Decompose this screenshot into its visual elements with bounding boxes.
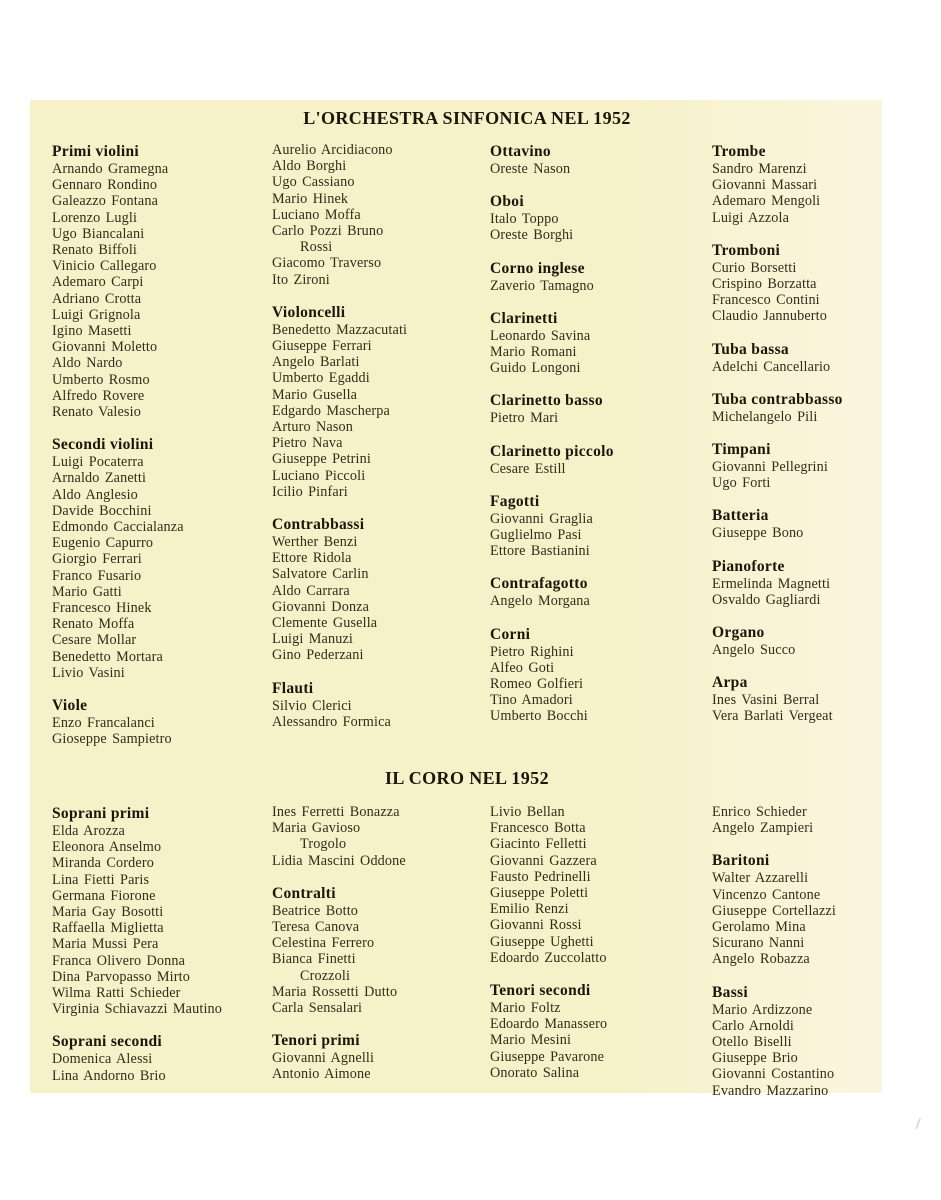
person-name: Edoardo Zuccolatto — [490, 949, 607, 966]
person-name: Salvatore Carlin — [272, 566, 369, 583]
section-heading: Clarinetti — [490, 309, 558, 327]
person-name: Oreste Nason — [490, 161, 571, 177]
person-name: Lidia Mascini Oddone — [272, 852, 406, 869]
person-name: Gennaro Rondino — [52, 177, 158, 194]
section-timpani — [712, 440, 882, 491]
person-name: Cesare Estill — [490, 460, 566, 477]
section-baritoni — [712, 851, 882, 967]
section-contrabbassi — [272, 515, 490, 664]
person-name: Guido Longoni — [490, 360, 581, 377]
person-name: Ettore Ridola — [272, 550, 352, 567]
person-name: Celestina Ferrero — [272, 935, 375, 952]
person-name: Maria Rossetti Dutto — [272, 983, 398, 1000]
person-name: Dina Parvopasso Mirto — [52, 968, 190, 985]
person-name: Adelchi Cancellario — [712, 358, 831, 375]
person-name: Luigi Pocaterra — [52, 454, 144, 471]
section-heading: Ottavino — [490, 143, 551, 160]
person-name: Elda Arozza — [52, 823, 125, 839]
person-name: Fausto Pedrinelli — [490, 868, 591, 885]
person-name: Giovanni Gazzera — [490, 852, 597, 869]
person-name: Lorenzo Lugli — [52, 209, 138, 226]
person-name: Francesco Botta — [490, 820, 586, 837]
person-name: Enrico Schieder — [712, 804, 807, 820]
section-heading: Tromboni — [712, 241, 781, 259]
person-name: Raffaella Miglietta — [52, 920, 164, 937]
coro-column-1 — [52, 804, 272, 1099]
stray-mark — [915, 1118, 924, 1131]
person-name: Germana Fiorone — [52, 887, 156, 904]
person-name: Eleonora Anselmo — [52, 839, 162, 856]
section-heading: Organo — [712, 624, 765, 642]
person-name: Angelo Zampieri — [712, 820, 814, 837]
section-heading: Soprani primi — [52, 805, 150, 822]
person-name: Werther Benzi — [272, 534, 358, 551]
person-name: Aurelio Arcidiacono — [272, 142, 393, 158]
section-tuba-contrabbasso — [712, 390, 882, 425]
person-name: Claudio Jannuberto — [712, 308, 828, 325]
person-name: Franco Fusario — [52, 567, 142, 584]
person-name: Evandro Mazzarino — [712, 1082, 829, 1099]
person-name: Curio Borsetti — [712, 259, 797, 276]
section-heading: Tenori primi — [272, 1032, 360, 1050]
person-name: Aldo Carrara — [272, 582, 350, 599]
coro-title: IL CORO NEL 1952 — [385, 768, 549, 788]
person-name: Francesco Contini — [712, 292, 820, 309]
section-heading: Fagotti — [490, 492, 540, 510]
person-name: Livio Bellan — [490, 804, 565, 820]
person-name: Onorato Salina — [490, 1064, 580, 1081]
person-name: Miranda Cordero — [52, 855, 154, 872]
section-continued — [490, 804, 712, 966]
section-heading: Violoncelli — [272, 303, 346, 321]
person-name: Giacinto Felletti — [490, 836, 587, 853]
person-name: Giovanni Costantino — [712, 1066, 835, 1083]
person-name: Mario Hinek — [272, 190, 349, 207]
section-heading: Batteria — [712, 507, 769, 525]
section-soprani-primi — [52, 804, 272, 1017]
person-name: Carla Sensalari — [272, 1000, 363, 1017]
person-name: Teresa Canova — [272, 919, 360, 936]
person-name: Francesco Hinek — [52, 600, 152, 617]
person-name: Wilma Ratti Schieder — [52, 985, 181, 1002]
person-name: Mario Ardizzone — [712, 1001, 813, 1018]
section-primi-violini — [52, 142, 272, 420]
person-name: Clemente Gusella — [272, 615, 378, 632]
person-name: Alfredo Rovere — [52, 387, 145, 404]
person-name: Alfeo Goti — [490, 659, 555, 676]
orchestra-columns — [52, 142, 882, 748]
person-name: Giuseppe Pavarone — [490, 1048, 605, 1065]
section-heading: Corni — [490, 625, 531, 643]
person-name: Benedetto Mortara — [52, 648, 163, 665]
person-name: Mario Mesini — [490, 1032, 572, 1049]
section-clarinetto-basso — [490, 391, 712, 426]
person-name: Zaverio Tamagno — [490, 277, 594, 294]
coro-columns — [52, 804, 882, 1099]
person-name: Ines Ferretti Bonazza — [272, 804, 400, 820]
person-name: Vera Barlati Vergeat — [712, 708, 833, 725]
person-name: Giovanni Graglia — [490, 510, 593, 527]
person-name: Luigi Grignola — [52, 306, 141, 323]
section-heading: Secondi violini — [52, 436, 154, 454]
section-tenori-primi — [272, 1031, 490, 1082]
person-name: Maria Gay Bosotti — [52, 904, 164, 921]
person-name: Luigi Manuzi — [272, 631, 354, 648]
section-continued — [712, 804, 882, 836]
person-name: Giuseppe Ughetti — [490, 933, 594, 950]
section-tromboni — [712, 241, 882, 325]
person-name: Guglielmo Pasi — [490, 527, 582, 544]
coro-column-3 — [490, 804, 712, 1099]
person-name: Ines Vasini Berral — [712, 692, 820, 709]
coro-column-4 — [712, 804, 882, 1099]
person-name: Ermelinda Magnetti — [712, 575, 831, 592]
section-heading: Trombe — [712, 143, 766, 160]
section-clarinetti — [490, 309, 712, 377]
person-name: Leonardo Savina — [490, 327, 591, 344]
person-name: Ugo Biancalani — [52, 225, 145, 242]
person-name: Silvio Clerici — [272, 697, 352, 714]
person-name: Ademaro Carpi — [52, 274, 144, 291]
person-name: Michelangelo Pili — [712, 408, 818, 425]
person-name: Gioseppe Sampietro — [52, 731, 172, 748]
section-heading: Contrafagotto — [490, 575, 588, 593]
section-tuba-bassa — [712, 340, 882, 375]
person-name: Giovanni Donza — [272, 598, 370, 615]
section-heading: Viole — [52, 697, 88, 715]
person-name: Lina Andorno Brio — [52, 1067, 166, 1084]
person-name: Maria Mussi Pera — [52, 936, 159, 953]
person-name: Walter Azzarelli — [712, 870, 809, 887]
section-continued — [272, 804, 490, 869]
person-name: Ugo Cassiano — [272, 174, 355, 191]
person-name: Gino Pederzani — [272, 647, 364, 664]
person-name: Adriano Crotta — [52, 290, 142, 307]
section-violoncelli — [272, 303, 490, 500]
person-name: Pietro Mari — [490, 410, 559, 427]
person-name: Giuseppe Brio — [712, 1050, 798, 1067]
person-name: Giovanni Pellegrini — [712, 459, 828, 476]
person-name: Umberto Rosmo — [52, 371, 150, 388]
section-tenori-secondi — [490, 981, 712, 1081]
person-name: Pietro Righini — [490, 643, 574, 660]
section-heading: Pianoforte — [712, 557, 785, 575]
person-name: Luciano Moffa — [272, 206, 361, 223]
person-name: Vinicio Callegaro — [52, 258, 157, 275]
person-name: Mario Gatti — [52, 583, 122, 600]
person-name: Angelo Morgana — [490, 593, 590, 610]
scanned-page — [30, 100, 882, 1099]
person-name: Umberto Bocchi — [490, 708, 588, 725]
section-contralti — [272, 884, 490, 1016]
person-name: Carlo Arnoldi — [712, 1017, 794, 1034]
person-name: Angelo Barlati — [272, 354, 360, 371]
section-heading: Flauti — [272, 679, 314, 697]
section-heading: Tuba contrabbasso — [712, 390, 843, 408]
orchestra-column-3 — [490, 142, 712, 748]
coro-column-2 — [272, 804, 490, 1099]
person-name: Franca Olivero Donna — [52, 952, 186, 969]
section-heading: Tenori secondi — [490, 982, 591, 1000]
person-name: Bianca Finetti — [272, 951, 356, 968]
person-name: Luigi Azzola — [712, 209, 790, 226]
section-corni — [490, 625, 712, 725]
person-name: Renato Moffa — [52, 616, 135, 633]
person-name: Aldo Nardo — [52, 355, 123, 372]
person-name: Aldo Anglesio — [52, 486, 138, 503]
person-name: Alessandro Formica — [272, 713, 391, 730]
person-name: Luciano Piccoli — [272, 467, 366, 484]
person-name: Cesare Mollar — [52, 632, 137, 649]
section-fagotti — [490, 492, 712, 560]
section-organo — [712, 623, 882, 658]
person-name: Giacomo Traverso — [272, 255, 382, 272]
person-name: Davide Bocchini — [52, 502, 152, 519]
person-name: Emilio Renzi — [490, 901, 569, 918]
section-heading: Corno inglese — [490, 259, 585, 277]
section-secondi-violini — [52, 435, 272, 681]
person-name: Italo Toppo — [490, 211, 559, 228]
orchestra-column-4 — [712, 142, 882, 748]
person-name: Vincenzo Cantone — [712, 886, 821, 903]
person-name: Ugo Forti — [712, 475, 771, 492]
person-name: Arturo Nason — [272, 419, 354, 436]
section-soprani-secondi — [52, 1032, 272, 1083]
person-name: Aldo Borghi — [272, 158, 347, 175]
section-heading: Clarinetto piccolo — [490, 442, 614, 460]
person-name: Benedetto Mazzacutati — [272, 321, 408, 338]
person-name: Giovanni Massari — [712, 177, 818, 194]
person-name: Giuseppe Bono — [712, 525, 804, 542]
person-name: Giuseppe Ferrari — [272, 338, 372, 355]
person-name: Crispino Borzatta — [712, 276, 817, 293]
section-heading: Oboi — [490, 193, 524, 211]
orchestra-title: L'ORCHESTRA SINFONICA NEL 1952 — [303, 108, 631, 128]
person-name: Mario Gusella — [272, 386, 358, 403]
section-corno-inglese — [490, 259, 712, 294]
section-clarinetto-piccolo — [490, 442, 712, 477]
person-name: Crozzoli — [300, 967, 351, 984]
section-pianoforte — [712, 557, 882, 608]
person-name: Virginia Schiavazzi Mautino — [52, 1001, 223, 1018]
section-heading: Arpa — [712, 674, 748, 692]
person-name: Giuseppe Cortellazzi — [712, 902, 836, 919]
person-name: Renato Valesio — [52, 404, 141, 421]
person-name: Giuseppe Petrini — [272, 451, 371, 468]
person-name: Otello Biselli — [712, 1034, 792, 1051]
section-trombe — [712, 142, 882, 226]
person-name: Angelo Succo — [712, 642, 796, 659]
person-name: Pietro Nava — [272, 435, 343, 452]
person-name: Igino Masetti — [52, 323, 132, 340]
section-heading: Contrabbassi — [272, 516, 365, 534]
section-arpa — [712, 673, 882, 724]
person-name: Livio Vasini — [52, 664, 125, 681]
section-contrafagotto — [490, 574, 712, 609]
orchestra-column-1 — [52, 142, 272, 748]
section-heading: Tuba bassa — [712, 340, 789, 358]
person-name: Giovanni Rossi — [490, 917, 582, 934]
section-heading: Clarinetto basso — [490, 392, 603, 410]
person-name: Arnando Gramegna — [52, 161, 169, 177]
person-name: Maria Gavioso — [272, 820, 361, 837]
person-name: Mario Romani — [490, 344, 577, 361]
person-name: Romeo Golfieri — [490, 676, 584, 693]
person-name: Edgardo Mascherpa — [272, 402, 390, 419]
person-name: Edmondo Caccialanza — [52, 519, 184, 536]
person-name: Umberto Egaddi — [272, 370, 370, 387]
section-viole — [52, 696, 272, 747]
section-heading: Baritoni — [712, 852, 770, 870]
person-name: Giuseppe Poletti — [490, 885, 589, 902]
section-heading: Soprani secondi — [52, 1033, 163, 1051]
person-name: Eugenio Capurro — [52, 535, 154, 552]
person-name: Antonio Aimone — [272, 1066, 371, 1083]
person-name: Lina Fietti Paris — [52, 871, 150, 888]
person-name: Icilio Pinfari — [272, 483, 348, 500]
person-name: Arnaldo Zanetti — [52, 470, 147, 487]
person-name: Ademaro Mengoli — [712, 193, 821, 210]
section-batteria — [712, 506, 882, 541]
person-name: Ettore Bastianini — [490, 543, 590, 560]
person-name: Trogolo — [300, 836, 347, 853]
person-name: Domenica Alessi — [52, 1051, 153, 1068]
person-name: Sicurano Nanni — [712, 935, 805, 952]
orchestra-column-2 — [272, 142, 490, 748]
person-name: Tino Amadori — [490, 692, 573, 709]
section-heading: Bassi — [712, 983, 748, 1001]
person-name: Edoardo Manassero — [490, 1016, 608, 1033]
person-name: Mario Foltz — [490, 1000, 561, 1017]
person-name: Giovanni Agnelli — [272, 1050, 375, 1067]
section-continued — [272, 142, 490, 288]
person-name: Galeazzo Fontana — [52, 193, 159, 210]
person-name: Giorgio Ferrari — [52, 551, 142, 568]
person-name: Enzo Francalanci — [52, 715, 155, 732]
section-heading: Primi violini — [52, 143, 139, 160]
section-ottavino — [490, 142, 712, 177]
person-name: Carlo Pozzi Bruno — [272, 223, 384, 240]
section-bassi — [712, 983, 882, 1099]
person-name: Ito Zironi — [272, 271, 330, 288]
section-heading: Contralti — [272, 884, 336, 902]
person-name: Sandro Marenzi — [712, 161, 807, 177]
person-name: Angelo Robazza — [712, 951, 810, 968]
section-oboi — [490, 192, 712, 243]
section-heading: Timpani — [712, 441, 771, 459]
person-name: Rossi — [300, 239, 333, 256]
section-flauti — [272, 679, 490, 730]
person-name: Osvaldo Gagliardi — [712, 591, 821, 608]
person-name: Renato Biffoli — [52, 242, 138, 259]
person-name: Giovanni Moletto — [52, 339, 158, 356]
person-name: Oreste Borghi — [490, 227, 574, 244]
person-name: Gerolamo Mina — [712, 919, 806, 936]
person-name: Beatrice Botto — [272, 902, 359, 919]
